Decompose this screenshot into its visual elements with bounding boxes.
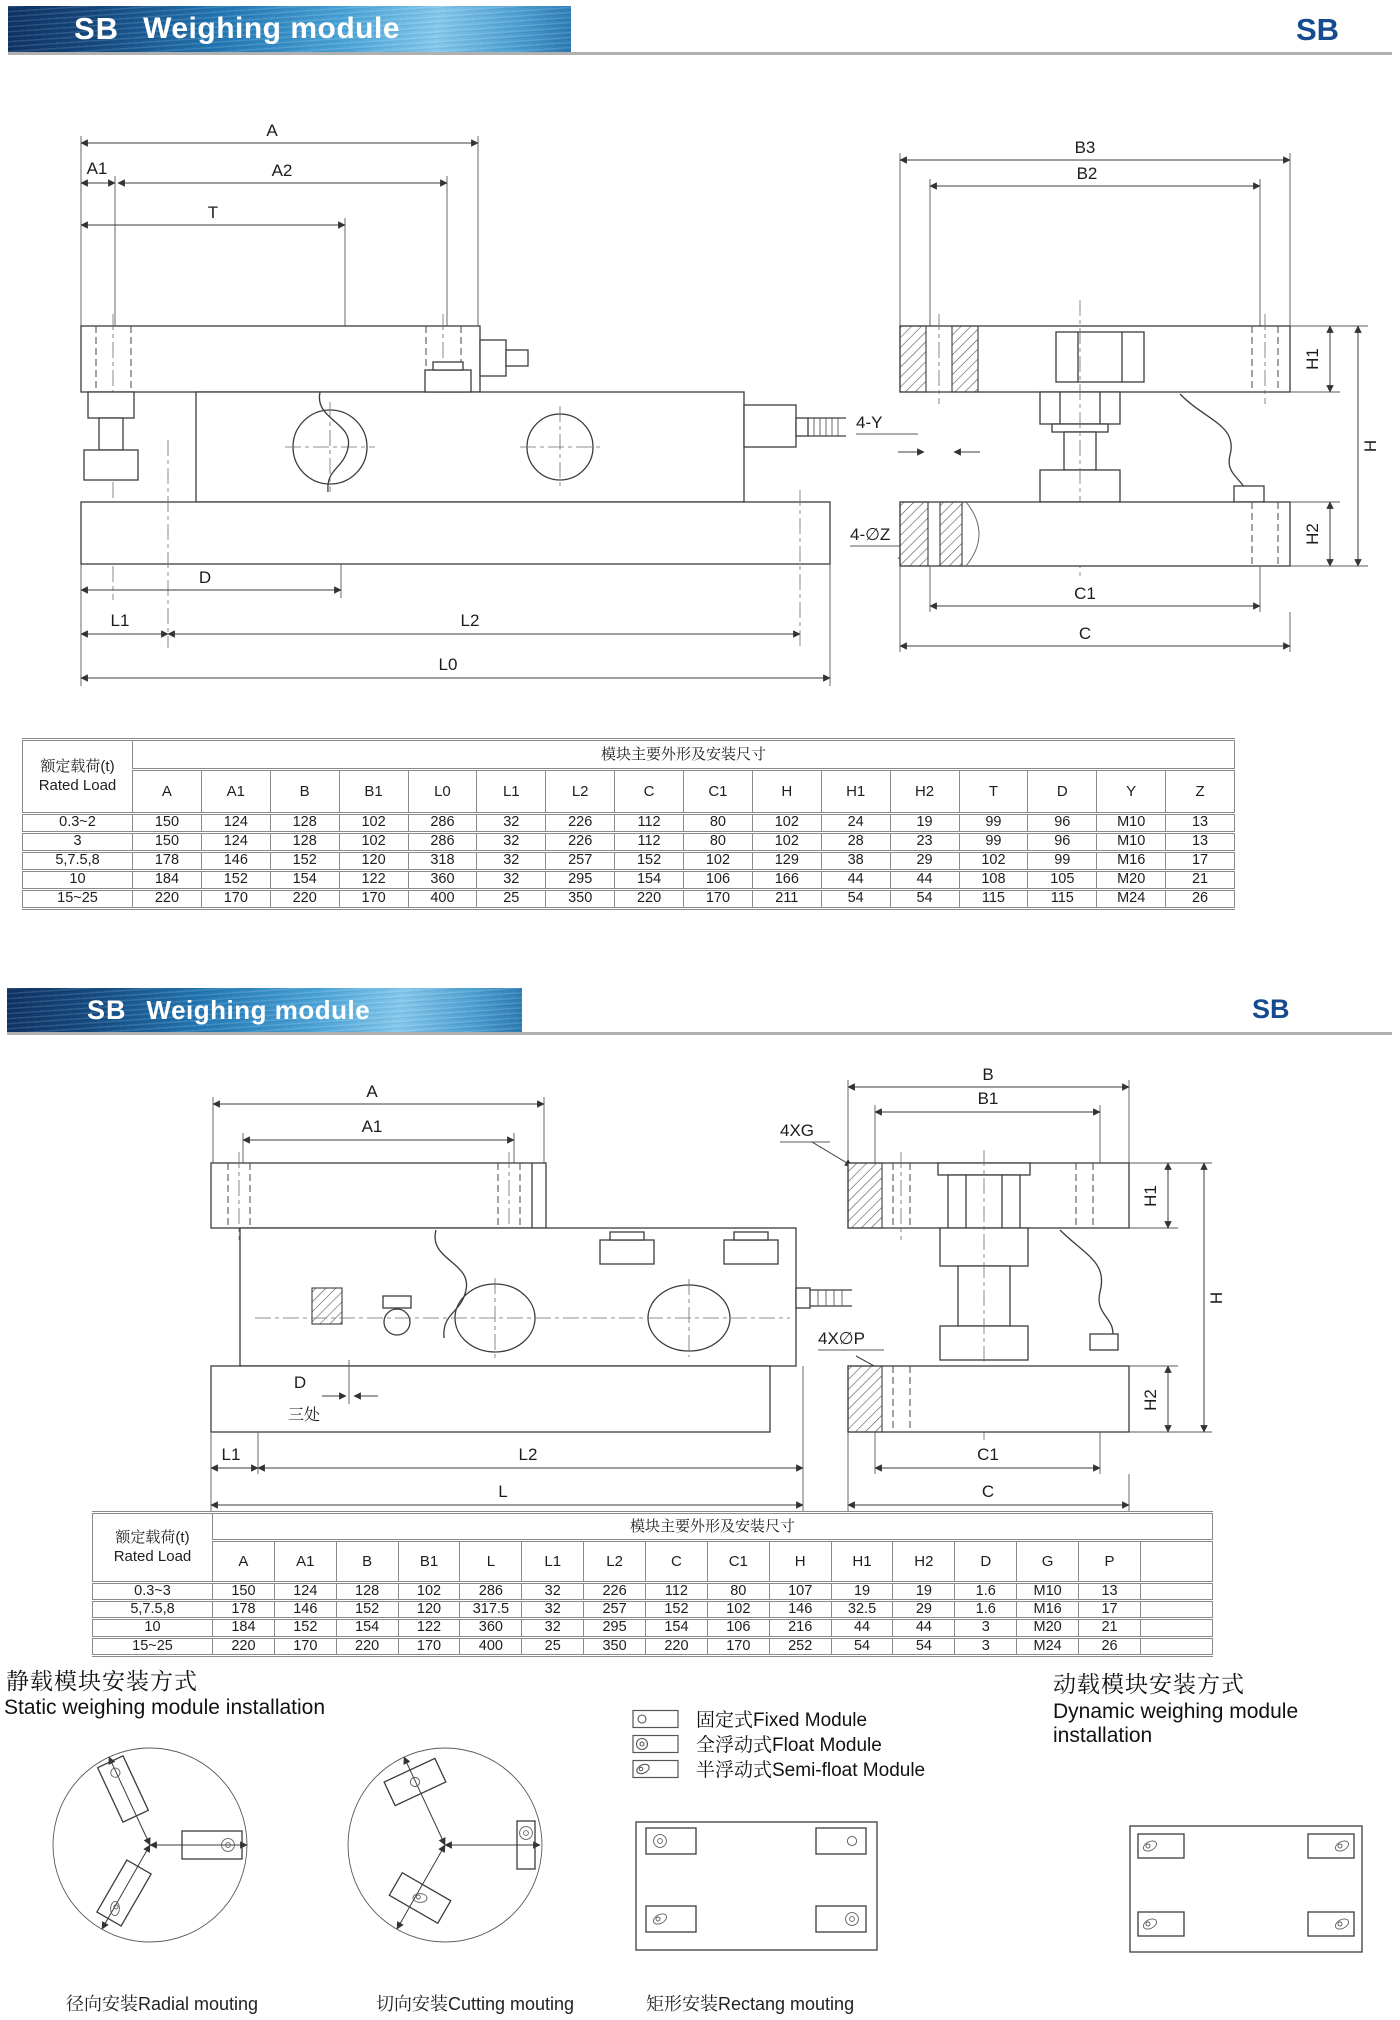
column-header: H1 xyxy=(821,770,890,814)
section-title: Weighing module xyxy=(146,994,371,1025)
column-header: P xyxy=(1079,1541,1141,1583)
empty-cell xyxy=(1140,1601,1212,1619)
column-header: H1 xyxy=(831,1541,893,1583)
rated-load-en: Rated Load xyxy=(113,1547,192,1565)
value-cell: 107 xyxy=(769,1583,831,1601)
rated-load-en: Rated Load xyxy=(38,776,117,794)
value-cell: 102 xyxy=(707,1601,769,1619)
dim-label: A xyxy=(366,1082,378,1101)
table-row xyxy=(23,890,1235,909)
table-span-header-row xyxy=(23,740,1235,770)
column-header: B xyxy=(336,1541,398,1583)
dim-label: 4XG xyxy=(780,1121,815,1140)
value-cell: M16 xyxy=(1097,852,1166,871)
value-cell: 13 xyxy=(1166,814,1235,833)
value-cell: 102 xyxy=(398,1583,460,1601)
value-cell: 360 xyxy=(460,1619,522,1637)
value-cell: 257 xyxy=(546,852,615,871)
value-cell: 29 xyxy=(893,1601,955,1619)
table-row xyxy=(23,852,1235,871)
value-cell: 286 xyxy=(460,1583,522,1601)
value-cell: 38 xyxy=(821,852,890,871)
value-cell: 19 xyxy=(893,1583,955,1601)
value-cell: 150 xyxy=(213,1583,275,1601)
dim-label: B1 xyxy=(977,1089,999,1108)
value-cell: 17 xyxy=(1079,1601,1141,1619)
value-cell: 32 xyxy=(477,814,546,833)
value-cell: M24 xyxy=(1097,890,1166,909)
empty-cell xyxy=(1140,1637,1212,1655)
value-cell: 106 xyxy=(684,871,753,890)
table-row xyxy=(93,1637,1213,1655)
empty-cell xyxy=(1140,1583,1212,1601)
value-cell: 124 xyxy=(201,833,270,852)
value-cell: 170 xyxy=(707,1637,769,1655)
value-cell: 252 xyxy=(769,1637,831,1655)
product-code: SB xyxy=(87,994,127,1025)
column-header: L1 xyxy=(477,770,546,814)
value-cell: 96 xyxy=(1028,814,1097,833)
table-row xyxy=(23,814,1235,833)
value-cell: 13 xyxy=(1079,1583,1141,1601)
empty-column-header xyxy=(1140,1541,1212,1583)
value-cell: 150 xyxy=(133,814,202,833)
value-cell: 21 xyxy=(1079,1619,1141,1637)
value-cell: 122 xyxy=(398,1619,460,1637)
dim-label: C xyxy=(981,1482,995,1501)
value-cell: 24 xyxy=(821,814,890,833)
value-cell: 152 xyxy=(274,1619,336,1637)
value-cell: 112 xyxy=(615,814,684,833)
dim-label: C1 xyxy=(1074,584,1096,603)
column-header: L2 xyxy=(546,770,615,814)
value-cell: 102 xyxy=(752,833,821,852)
value-cell: M10 xyxy=(1097,833,1166,852)
value-cell: 146 xyxy=(274,1601,336,1619)
column-header: Z xyxy=(1166,770,1235,814)
value-cell: 54 xyxy=(893,1637,955,1655)
empty-cell xyxy=(1140,1619,1212,1637)
value-cell: 128 xyxy=(336,1583,398,1601)
column-header: L2 xyxy=(584,1541,646,1583)
value-cell: 129 xyxy=(752,852,821,871)
value-cell: 120 xyxy=(339,852,408,871)
static-installation-title-en: Static weighing module installation xyxy=(4,1696,326,1719)
dim-label: L0 xyxy=(438,655,458,674)
value-cell: 257 xyxy=(584,1601,646,1619)
column-header: H2 xyxy=(890,770,959,814)
value-cell: 32 xyxy=(522,1619,584,1637)
value-cell: 26 xyxy=(1079,1637,1141,1655)
dim-label: 4X∅P xyxy=(818,1329,865,1348)
value-cell: 150 xyxy=(133,833,202,852)
dim-label: L1 xyxy=(221,1445,241,1464)
dynamic-installation-title-cn: 动载模块安装方式 xyxy=(1053,1671,1245,1697)
value-cell: 184 xyxy=(133,871,202,890)
value-cell: 80 xyxy=(684,814,753,833)
value-cell: 102 xyxy=(339,814,408,833)
value-cell: 54 xyxy=(821,890,890,909)
load-cell: 5,7.5,8 xyxy=(93,1601,213,1619)
dim-label: 三处 xyxy=(288,1407,321,1424)
value-cell: 178 xyxy=(133,852,202,871)
drawing-side-view-1 xyxy=(81,121,846,686)
column-header: B1 xyxy=(339,770,408,814)
value-cell: 99 xyxy=(959,814,1028,833)
column-header: L1 xyxy=(522,1541,584,1583)
value-cell: 13 xyxy=(1166,833,1235,852)
value-cell: 170 xyxy=(339,890,408,909)
column-header: C1 xyxy=(684,770,753,814)
value-cell: 102 xyxy=(752,814,821,833)
value-cell: 26 xyxy=(1166,890,1235,909)
dim-label: H2 xyxy=(1141,1389,1160,1411)
value-cell: 220 xyxy=(646,1637,708,1655)
value-cell: 120 xyxy=(398,1601,460,1619)
table-row xyxy=(93,1583,1213,1601)
value-cell: 295 xyxy=(584,1619,646,1637)
value-cell: 3 xyxy=(955,1619,1017,1637)
value-cell: 170 xyxy=(684,890,753,909)
column-header: H xyxy=(769,1541,831,1583)
dim-label: A1 xyxy=(361,1117,383,1136)
value-cell: 32 xyxy=(522,1601,584,1619)
value-cell: 146 xyxy=(201,852,270,871)
value-cell: M10 xyxy=(1017,1583,1079,1601)
column-header: H xyxy=(752,770,821,814)
value-cell: 32.5 xyxy=(831,1601,893,1619)
column-header-row xyxy=(93,1541,1213,1583)
value-cell: 44 xyxy=(893,1619,955,1637)
value-cell: 152 xyxy=(336,1601,398,1619)
page-title: Weighing module xyxy=(143,12,401,45)
cutting-mounting-diagram xyxy=(348,1748,542,1942)
column-header: D xyxy=(955,1541,1017,1583)
value-cell: 32 xyxy=(522,1583,584,1601)
value-cell: 286 xyxy=(408,833,477,852)
value-cell: 124 xyxy=(201,814,270,833)
legend-item-fixed xyxy=(632,1706,925,1731)
legend-label: 固定式Fixed Module xyxy=(696,1710,868,1731)
value-cell: 106 xyxy=(707,1619,769,1637)
dim-label: A xyxy=(266,121,278,140)
value-cell: 99 xyxy=(1028,852,1097,871)
legend-label: 半浮动式Semi-float Module xyxy=(696,1760,926,1781)
load-cell: 0.3~3 xyxy=(93,1583,213,1601)
column-header: B xyxy=(270,770,339,814)
rated-load-header xyxy=(93,1513,213,1583)
dimensions-span-header: 模块主要外形及安装尺寸 xyxy=(133,740,1235,770)
semi-float-module-symbol-icon xyxy=(632,1759,680,1779)
value-cell: 122 xyxy=(339,871,408,890)
column-header: A1 xyxy=(201,770,270,814)
column-header: A xyxy=(133,770,202,814)
float-module-symbol-icon xyxy=(632,1734,680,1754)
value-cell: 170 xyxy=(274,1637,336,1655)
value-cell: 154 xyxy=(270,871,339,890)
module-type-legend xyxy=(632,1706,925,1781)
column-header: C xyxy=(646,1541,708,1583)
value-cell: 80 xyxy=(707,1583,769,1601)
value-cell: 360 xyxy=(408,871,477,890)
value-cell: 1.6 xyxy=(955,1583,1017,1601)
value-cell: 211 xyxy=(752,890,821,909)
value-cell: 3 xyxy=(955,1637,1017,1655)
load-cell: 10 xyxy=(93,1619,213,1637)
dynamic-installation-title-en: Dynamic weighing module installation xyxy=(1053,1700,1299,1747)
value-cell: 115 xyxy=(959,890,1028,909)
dim-label: A1 xyxy=(86,159,108,178)
value-cell: 102 xyxy=(339,833,408,852)
value-cell: 44 xyxy=(831,1619,893,1637)
value-cell: M20 xyxy=(1097,871,1166,890)
column-header: A xyxy=(213,1541,275,1583)
value-cell: 25 xyxy=(477,890,546,909)
dim-label: C xyxy=(1078,624,1092,643)
load-cell: 3 xyxy=(23,833,133,852)
value-cell: 25 xyxy=(522,1637,584,1655)
table-row xyxy=(93,1601,1213,1619)
dim-label: T xyxy=(207,203,219,222)
dim-label: D xyxy=(198,568,212,587)
dim-label: L2 xyxy=(460,611,480,630)
load-cell: 5,7.5,8 xyxy=(23,852,133,871)
value-cell: M16 xyxy=(1017,1601,1079,1619)
value-cell: 318 xyxy=(408,852,477,871)
value-cell: 166 xyxy=(752,871,821,890)
dimensions-span-header: 模块主要外形及安装尺寸 xyxy=(213,1513,1213,1541)
value-cell: 317.5 xyxy=(460,1601,522,1619)
value-cell: 102 xyxy=(959,852,1028,871)
column-header: B1 xyxy=(398,1541,460,1583)
dynamic-mounting-diagram xyxy=(1130,1826,1362,1952)
dim-label: H xyxy=(1361,439,1380,453)
value-cell: 220 xyxy=(270,890,339,909)
value-cell: M24 xyxy=(1017,1637,1079,1655)
value-cell: 19 xyxy=(831,1583,893,1601)
dim-label: H1 xyxy=(1303,348,1322,370)
value-cell: 44 xyxy=(821,871,890,890)
value-cell: 226 xyxy=(546,814,615,833)
rated-load-cn: 额定载荷(t) xyxy=(40,757,115,775)
value-cell: 54 xyxy=(831,1637,893,1655)
value-cell: 112 xyxy=(615,833,684,852)
rectangular-mounting-caption: 矩形安装Rectang mouting xyxy=(646,1994,855,2014)
value-cell: 17 xyxy=(1166,852,1235,871)
column-header: C xyxy=(615,770,684,814)
column-header: G xyxy=(1017,1541,1079,1583)
value-cell: 80 xyxy=(684,833,753,852)
value-cell: 154 xyxy=(615,871,684,890)
load-cell: 15~25 xyxy=(23,890,133,909)
value-cell: 23 xyxy=(890,833,959,852)
value-cell: 128 xyxy=(270,814,339,833)
table-row xyxy=(23,871,1235,890)
value-cell: M10 xyxy=(1097,814,1166,833)
dim-label: B2 xyxy=(1076,164,1098,183)
dim-label: C1 xyxy=(977,1445,999,1464)
value-cell: 112 xyxy=(646,1583,708,1601)
value-cell: 400 xyxy=(460,1637,522,1655)
legend-label: 全浮动式Float Module xyxy=(696,1735,882,1756)
value-cell: 32 xyxy=(477,871,546,890)
cutting-mounting-caption: 切向安装Cutting mouting xyxy=(376,1994,575,2014)
column-header: Y xyxy=(1097,770,1166,814)
table-row xyxy=(93,1619,1213,1637)
radial-mounting-diagram xyxy=(53,1748,247,1942)
dim-label: H2 xyxy=(1303,523,1322,545)
value-cell: 54 xyxy=(890,890,959,909)
dim-label: A2 xyxy=(271,161,293,180)
value-cell: M20 xyxy=(1017,1619,1079,1637)
dim-label: L2 xyxy=(518,1445,538,1464)
value-cell: 170 xyxy=(398,1637,460,1655)
value-cell: 124 xyxy=(274,1583,336,1601)
value-cell: 152 xyxy=(615,852,684,871)
value-cell: 32 xyxy=(477,852,546,871)
value-cell: 152 xyxy=(270,852,339,871)
column-header-row xyxy=(23,770,1235,814)
value-cell: 178 xyxy=(213,1601,275,1619)
dim-label: L xyxy=(498,1482,508,1501)
dim-label: D xyxy=(293,1373,307,1392)
value-cell: 28 xyxy=(821,833,890,852)
value-cell: 105 xyxy=(1028,871,1097,890)
value-cell: 146 xyxy=(769,1601,831,1619)
dim-label: B xyxy=(982,1065,994,1084)
fixed-module-symbol-icon xyxy=(632,1709,680,1729)
column-header: H2 xyxy=(893,1541,955,1583)
legend-item-semi-float xyxy=(632,1756,925,1781)
table-span-header-row xyxy=(93,1513,1213,1541)
value-cell: 226 xyxy=(546,833,615,852)
value-cell: 21 xyxy=(1166,871,1235,890)
value-cell: 152 xyxy=(201,871,270,890)
rated-load-cn: 额定载荷(t) xyxy=(115,1528,190,1546)
product-code: SB xyxy=(74,11,120,46)
value-cell: 154 xyxy=(336,1619,398,1637)
dim-label: L1 xyxy=(110,611,130,630)
value-cell: 44 xyxy=(890,871,959,890)
column-header: L0 xyxy=(408,770,477,814)
value-cell: 286 xyxy=(408,814,477,833)
drawing-end-view-1 xyxy=(850,138,1380,652)
value-cell: 220 xyxy=(336,1637,398,1655)
dim-label: 4-Y xyxy=(856,413,883,432)
dimension-table-top xyxy=(22,738,1235,910)
column-header: C1 xyxy=(707,1541,769,1583)
dim-label: 4-∅Z xyxy=(850,525,891,544)
value-cell: 216 xyxy=(769,1619,831,1637)
static-installation-title-cn: 静载模块安装方式 xyxy=(6,1668,198,1694)
column-header: D xyxy=(1028,770,1097,814)
value-cell: 220 xyxy=(133,890,202,909)
rectangular-mounting-diagram xyxy=(636,1822,877,1950)
load-cell: 10 xyxy=(23,871,133,890)
value-cell: 99 xyxy=(959,833,1028,852)
column-header: L xyxy=(460,1541,522,1583)
dimension-table-bottom xyxy=(92,1511,1213,1657)
value-cell: 115 xyxy=(1028,890,1097,909)
value-cell: 400 xyxy=(408,890,477,909)
corner-product-code: SB xyxy=(1296,12,1340,47)
value-cell: 152 xyxy=(646,1601,708,1619)
value-cell: 29 xyxy=(890,852,959,871)
load-cell: 15~25 xyxy=(93,1637,213,1655)
table-row xyxy=(23,833,1235,852)
value-cell: 295 xyxy=(546,871,615,890)
value-cell: 96 xyxy=(1028,833,1097,852)
load-cell: 0.3~2 xyxy=(23,814,133,833)
column-header: T xyxy=(959,770,1028,814)
legend-item-float xyxy=(632,1731,925,1756)
value-cell: 226 xyxy=(584,1583,646,1601)
value-cell: 220 xyxy=(615,890,684,909)
value-cell: 128 xyxy=(270,833,339,852)
radial-mounting-caption: 径向安装Radial mouting xyxy=(66,1994,259,2014)
value-cell: 350 xyxy=(584,1637,646,1655)
corner-product-code: SB xyxy=(1252,994,1290,1024)
value-cell: 154 xyxy=(646,1619,708,1637)
rated-load-header xyxy=(23,740,133,814)
column-header: A1 xyxy=(274,1541,336,1583)
value-cell: 102 xyxy=(684,852,753,871)
value-cell: 19 xyxy=(890,814,959,833)
value-cell: 32 xyxy=(477,833,546,852)
dim-label: H1 xyxy=(1141,1185,1160,1207)
drawing-side-view-2 xyxy=(211,1082,852,1512)
value-cell: 108 xyxy=(959,871,1028,890)
value-cell: 184 xyxy=(213,1619,275,1637)
dim-label: B3 xyxy=(1074,138,1096,157)
dim-label: H xyxy=(1207,1291,1226,1305)
drawing-end-view-2 xyxy=(780,1065,1226,1512)
value-cell: 350 xyxy=(546,890,615,909)
value-cell: 1.6 xyxy=(955,1601,1017,1619)
value-cell: 220 xyxy=(213,1637,275,1655)
value-cell: 170 xyxy=(201,890,270,909)
